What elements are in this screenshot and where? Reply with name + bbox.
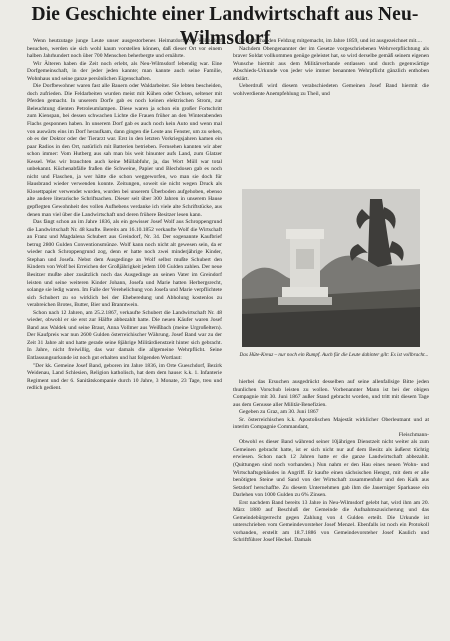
paragraph: Wir Älteren haben die Zeit noch erlebt, als Neu-Wilmsdorf lebendig war. Eine Dorfgemeinschaft, in der jeder jeden kannte; man kannte auch seine Familie, Wohnhaus und seine ganze persönlichen Eigenschaften. (27, 60, 222, 82)
paragraph: Das fängt schon an im Jahre 1836, als ein gewisser Josef Wolf aus Schroppengrund die Landwirtschaft Nr. 48 kaufte. Bereits am 16.10.1852 verkaufte Wolf die Wirtschaft an Franz und Magdalena Schubert aus Greindorf, Nr. 34. Der sogenannte Kaufbrief betrug 2800 Gulden Conventionsmünze. Wolf kann noch nicht alt gewesen sein, da er wieder nach Schroppengrund zog, denn er hatte noch zwei minderjährige Kinder, Stephan und Josefa. Nebst dem Ausgedinge an Wolf selbst mußte Schubert den Kindern von Wolf bei Erreichen der Großjährigkeit jedem 100 Gulden zahlen. Der neue Besitzer mußte aber zusätzlich noch das Ausgedinge an seinen Vater im Greindorf leisten und seine weiteren Kinder Johann, Josefa und Marie hatten Herbergsrecht, solange sie ledig waren. Im Falle der Verehelichung von Josefa und Marie verpflichtete sich Schubert zu so wirklich bei der Eheberedung und Abholung kostenlos zu verabreichen Brotes, Butter, Bier und Branntwein. (27, 219, 222, 309)
wayside-cross-photo (242, 189, 420, 347)
paragraph: Ueberdruß wird diesem verabschiedeten Gemeinen Josef Band hiermit die wohlverdiente Anempfehlung zu Theil, und (233, 83, 429, 97)
paragraph: Obwohl es dieser Band während seiner 10jährigen Dienstzeit nicht weiter als zum Gemeinen gebracht hatte, ist er sich nicht nur auf dem Besitz als äußerst tüchtig erwiesen. Schon nach 12 Jahren hatte er die ganze Landwirtschaft abbezahlt. (Quittungen sind noch vorhanden.) Nun nahm er den Hau eines neuen Wohn- und Wirtschaftsgebäudes in Angriff. Er kaufte einen sächsischen Hengst, mit dem er alle benötigten Steine und Sand von der Wirtschaft zusammenfuhr und den Kalk aus Setzdorf herschaffte. Zu diesem Unternehmen gab ihm die Jauerniger Sparkasse ein Darlehen von 1000 Gulden zu 6% Zinsen. (233, 439, 429, 499)
paragraph: Erst nachdem Band bereits 13 Jahre in Neu-Wilmsdorf gelebt hat, wird ihm am 20. März 1880 auf Beschluß der Gemeinde die Aufnahmszusicherung und das Gemeindebürgerrecht gegen Zahlung von 4 Gulden erteilt. Die Urkunde ist unterschrieben vom Gemeindevorsteher Josef Menzel. Ebenfalls ist noch ein Protokoll vorhanden, erstellt am 18.7.1886 von Gemeindevorsteher Josef Kaulich und Schriftführer Josef Heckel. Damals (233, 499, 429, 544)
left-column (27, 38, 222, 636)
paragraph: Nachdem Obengenannter der im Gesetze vorgeschriebenen Wehrverpflichtung als braver Soldat vollkommen genüge geleistet hat, so wird derselbe gemäß seinem eigenen Wunsche hiermit aus dem Militärverbande entlassen und durch gegenwärtige Abschieds-Urkunde von jeder wie immer benannten Wehrpflicht gänzlich enthoben erklärt. (233, 45, 429, 82)
paragraph: Sr. österreichischen k.k. Apostolischen Majestät wirklicher Oberleutnant und at interim Compagnie Commandant, (233, 416, 429, 431)
paragraph: Die Dorfbewohner waren fast alle Bauern oder Waldarbeiter. Sie lebten bescheiden, doch zufrieden. Die Feldarbeiten wurden meist mit Kühen oder Ochsen, seltener mit Pferden gemacht. In unserem Dorfe gab es noch keinen elektrischen Strom, zur Beleuchtung dienten Petroleumlampen. Diese waren ja schon ein großer Fortschritt zum Kienspan, bei dessen schwachen Lichte die Frauen früher an den Winterabenden Flachs gesponnen haben. In unserem Dorf gab es auch noch kein Auto und wenn mal von auswärts eins im Dorf heraufkam, dann gingen die Leute ans Fenster, um zu sehen, ob es der Doktor oder der Tierarzt war. Erst in den letzten Vorkriegsjahren kamen ein paar Radios in den Ort, natürlich mit Batterien betrieben. Fernsehen kannten wir aber schon immer: Vom Hutberg aus sah man bis weit hinunter aufs Land, zum Glatzer Kessel. Was wir brauchten auch keine Müllabfuhr, ja, das Wort Müll war total unbekannt. Küchenabfälle fraßen die Schweine, Papier und Blechdosen gab es noch nicht und Flaschen, ja wer hätte die schon weggeworfen, wo man sie doch für Hausbrand wieder verwenden konnte. Zeitungen, soweit sie nicht wegen Druck als Klosettpapier verwendet wurden, wurden bei unserem Überboden aufgehoben, ebenso alte andere literarische Schriftsachen. Dieser seit über 300 Jahren in unserem Hause gepflegten Gewohnheit des vollen Aufhebens verdanke ich viele alte Schriftstücke, aus denen man viel über die Landwirtschaft und deren frühere Besitzer lesen kann. (27, 83, 222, 218)
paragraph: Schon nach 12 Jahren, am 25.2.1867, verkaufte Schubert die Landwirtschaft Nr. 48 wieder, obwohl er sie erst zur Hälfte abbezahlt hatte. Die neuen Käufer waren Josef Band aus Waldek und seine Braut, Anna Vollmer aus Weißbach (meine Urgroßeltern). Der Kaufpreis war nun 2600 Gulden österreichischer Währung. Josef Band war zu der Zeit 31 Jahre alt und hatte gerade seine 8jährige Militärdienstzeit hinter sich gebracht. In Jahre, nicht freiwillig, das war damals die allgemeine Wehrpflicht. Seine Entlassungsurkunde ist noch gut erhalten und hat folgenden Wortlaut: (27, 309, 222, 361)
signature: Fleischmann- (398, 431, 429, 438)
right-column-top (233, 38, 429, 188)
right-column-bottom (233, 379, 429, 637)
article-title: Die Geschichte einer Landwirtschaft aus Neu-Wilmsdorf (31, 4, 419, 49)
photo-caption: Das Hüte-Kreuz – nur noch ein Rumpf. Auch für die Leute dahinter gilt: Es ist vollbracht... (239, 352, 429, 358)
paragraph: "Der kk. Gemeine Josef Band, geboren im Jahre 1836, im Orte Gueschdorf, Bezirk Weidenau, Land Schlesien, Religion katholisch, hat dem dem hause: k.k. 1. Infanterie Regiment und der 6. Sanitätskompanie durch 10 Jahre, 3 Monate, 23 Tage, treu und redlich gedient. (27, 362, 222, 392)
paragraph: hierbei das Ersuchen ausgedrückt desselben auf seine allenfallsige Bitte jeden thunlichen Vorschub leisten zu wollen. Vorbenannter Mann ist bei der obigen Compagnie mit 30. Juni 1867 außer Stand gebracht worden, und tritt mit diesem Tage aus dem Genusse aller Militär-Benefizien. (233, 379, 429, 408)
paragraph: Wenn heutzutage junge Leute unser ausgestorbenes Heimatdorf Neu-Wilmsdorf besuchen, werden sie sich wohl kaum vorstellen können, daß dieser Ort vor einem halben Jahrhundert noch über 700 Menschen beherbergte und ernährte. (27, 38, 222, 60)
paragraph: Gegeben zu Graz, am 30. Juni 1867 (239, 409, 319, 416)
paragraph: Derselbe hat den Feldzug mitgemacht, im Jahre 1859, und ist ausgezeichnet mit.... (239, 38, 422, 44)
photo-illustration (242, 189, 420, 347)
